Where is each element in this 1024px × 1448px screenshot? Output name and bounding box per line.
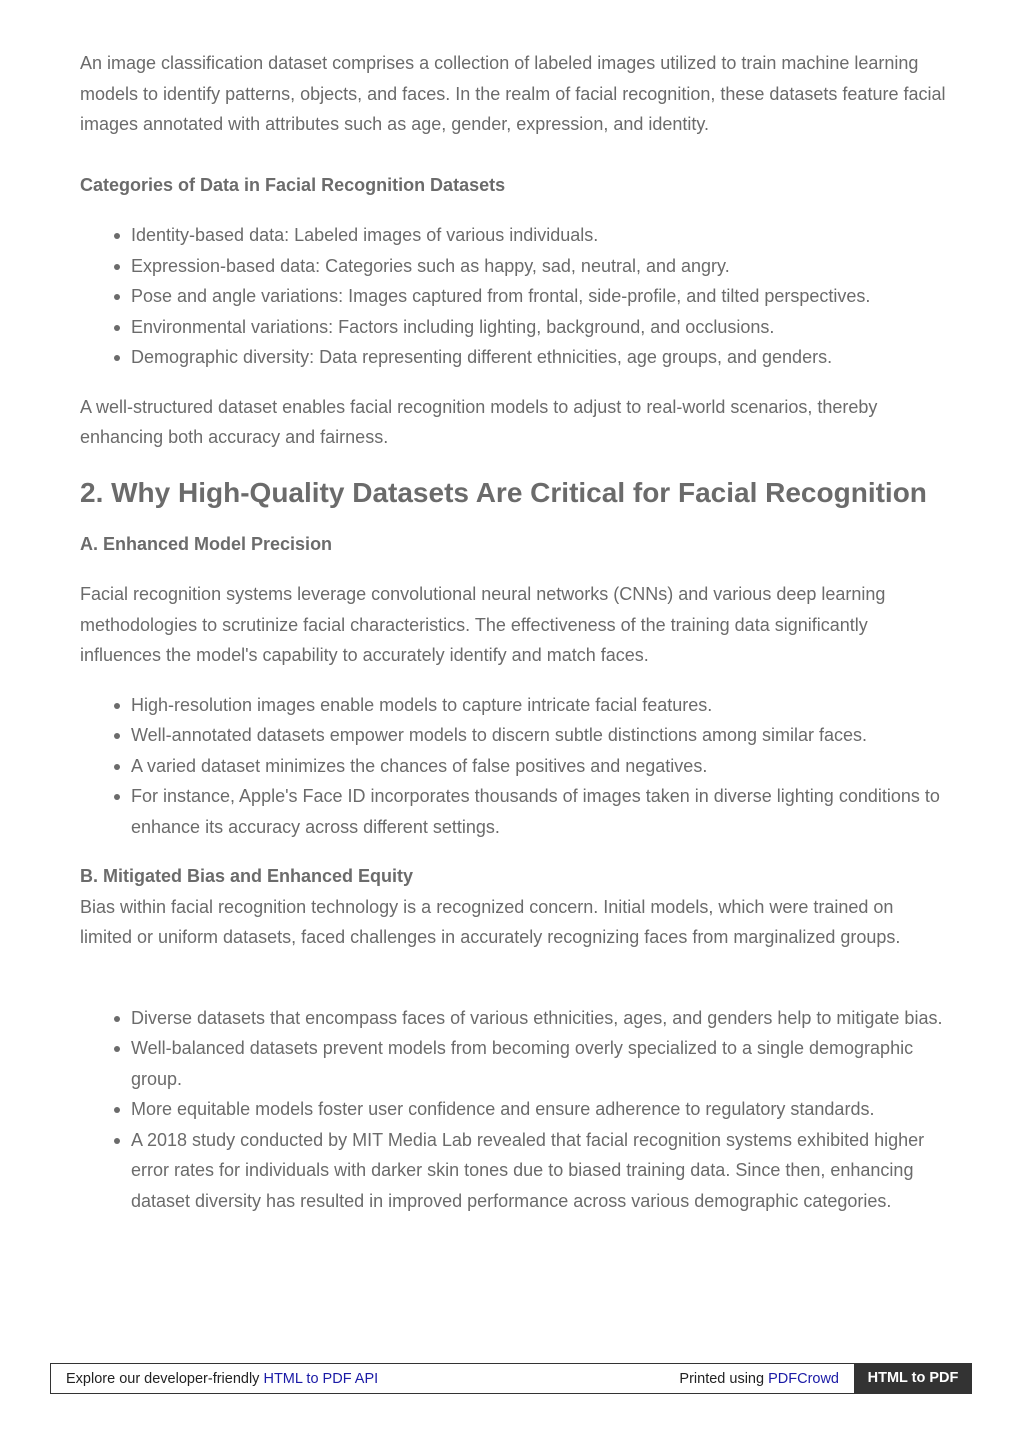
footer-printed-text: Printed using	[679, 1371, 769, 1387]
section-a-paragraph: Facial recognition systems leverage convolutional neural networks (CNNs) and various deep learning methodologies to scrutinize facial characteristics. The effectiveness of the training data significantly influences the model's capability to accurately identify and match faces.	[80, 584, 886, 665]
list-item: Well-balanced datasets prevent models from becoming overly specialized to a single demographic group.	[131, 1033, 950, 1094]
footer-explore	[66, 1371, 378, 1387]
section-2-title: 2. Why High-Quality Datasets Are Critical for Facial Recognition	[80, 476, 927, 508]
list-item: A varied dataset minimizes the chances of false positives and negatives.	[131, 751, 950, 782]
section-b-paragraph: Bias within facial recognition technology is a recognized concern. Initial models, which were trained on limited or uniform datasets, faced challenges in accurately recognizing faces from marginalized groups.	[80, 896, 901, 947]
list-item: Environmental variations: Factors including lighting, background, and occlusions.	[131, 312, 950, 343]
pdf-footer-bar	[50, 1363, 972, 1394]
categories-list	[80, 220, 950, 373]
section-b-heading: B. Mitigated Bias and Enhanced Equity	[80, 866, 414, 886]
section-a-list	[80, 690, 950, 843]
list-item: A 2018 study conducted by MIT Media Lab revealed that facial recognition systems exhibited higher error rates for individuals with darker skin tones due to biased training data. Since then, enhancing dataset diversity has resulted in improved performance across various demographic categories.	[131, 1125, 950, 1217]
intro-paragraph: An image classification dataset comprises a collection of labeled images utilized to train machine learning models to identify patterns, objects, and faces. In the realm of facial recognition, these datasets feature facial images annotated with attributes such as age, gender, expression, and identity.	[80, 53, 946, 134]
footer-printed	[679, 1371, 839, 1387]
pdfcrowd-link[interactable]: PDFCrowd	[768, 1371, 839, 1387]
list-item: Diverse datasets that encompass faces of various ethnicities, ages, and genders help to mitigate bias.	[131, 1003, 950, 1034]
list-item: High-resolution images enable models to capture intricate facial features.	[131, 690, 950, 721]
categories-heading: Categories of Data in Facial Recognition Datasets	[80, 174, 506, 195]
categories-closing-paragraph: A well-structured dataset enables facial recognition models to adjust to real-world scenarios, thereby enhancing both accuracy and fairness.	[80, 396, 878, 447]
list-item: Pose and angle variations: Images captured from frontal, side-profile, and tilted perspectives.	[131, 281, 950, 312]
list-item: Demographic diversity: Data representing different ethnicities, age groups, and genders.	[131, 342, 950, 373]
html-to-pdf-badge[interactable]: HTML to PDF	[854, 1363, 972, 1394]
list-item: Well-annotated datasets empower models to discern subtle distinctions among similar faces.	[131, 720, 950, 751]
list-item: For instance, Apple's Face ID incorporates thousands of images taken in diverse lighting conditions to enhance its accuracy across different settings.	[131, 781, 950, 842]
section-b-list	[80, 1003, 950, 1217]
list-item: Identity-based data: Labeled images of various individuals.	[131, 220, 950, 251]
list-item: More equitable models foster user confidence and ensure adherence to regulatory standards.	[131, 1094, 950, 1125]
document-body	[80, 48, 950, 1216]
footer-explore-text: Explore our developer-friendly	[66, 1371, 264, 1387]
list-item: Expression-based data: Categories such as happy, sad, neutral, and angry.	[131, 251, 950, 282]
section-a-heading: A. Enhanced Model Precision	[80, 533, 333, 554]
html-to-pdf-api-link[interactable]: HTML to PDF API	[263, 1371, 379, 1387]
